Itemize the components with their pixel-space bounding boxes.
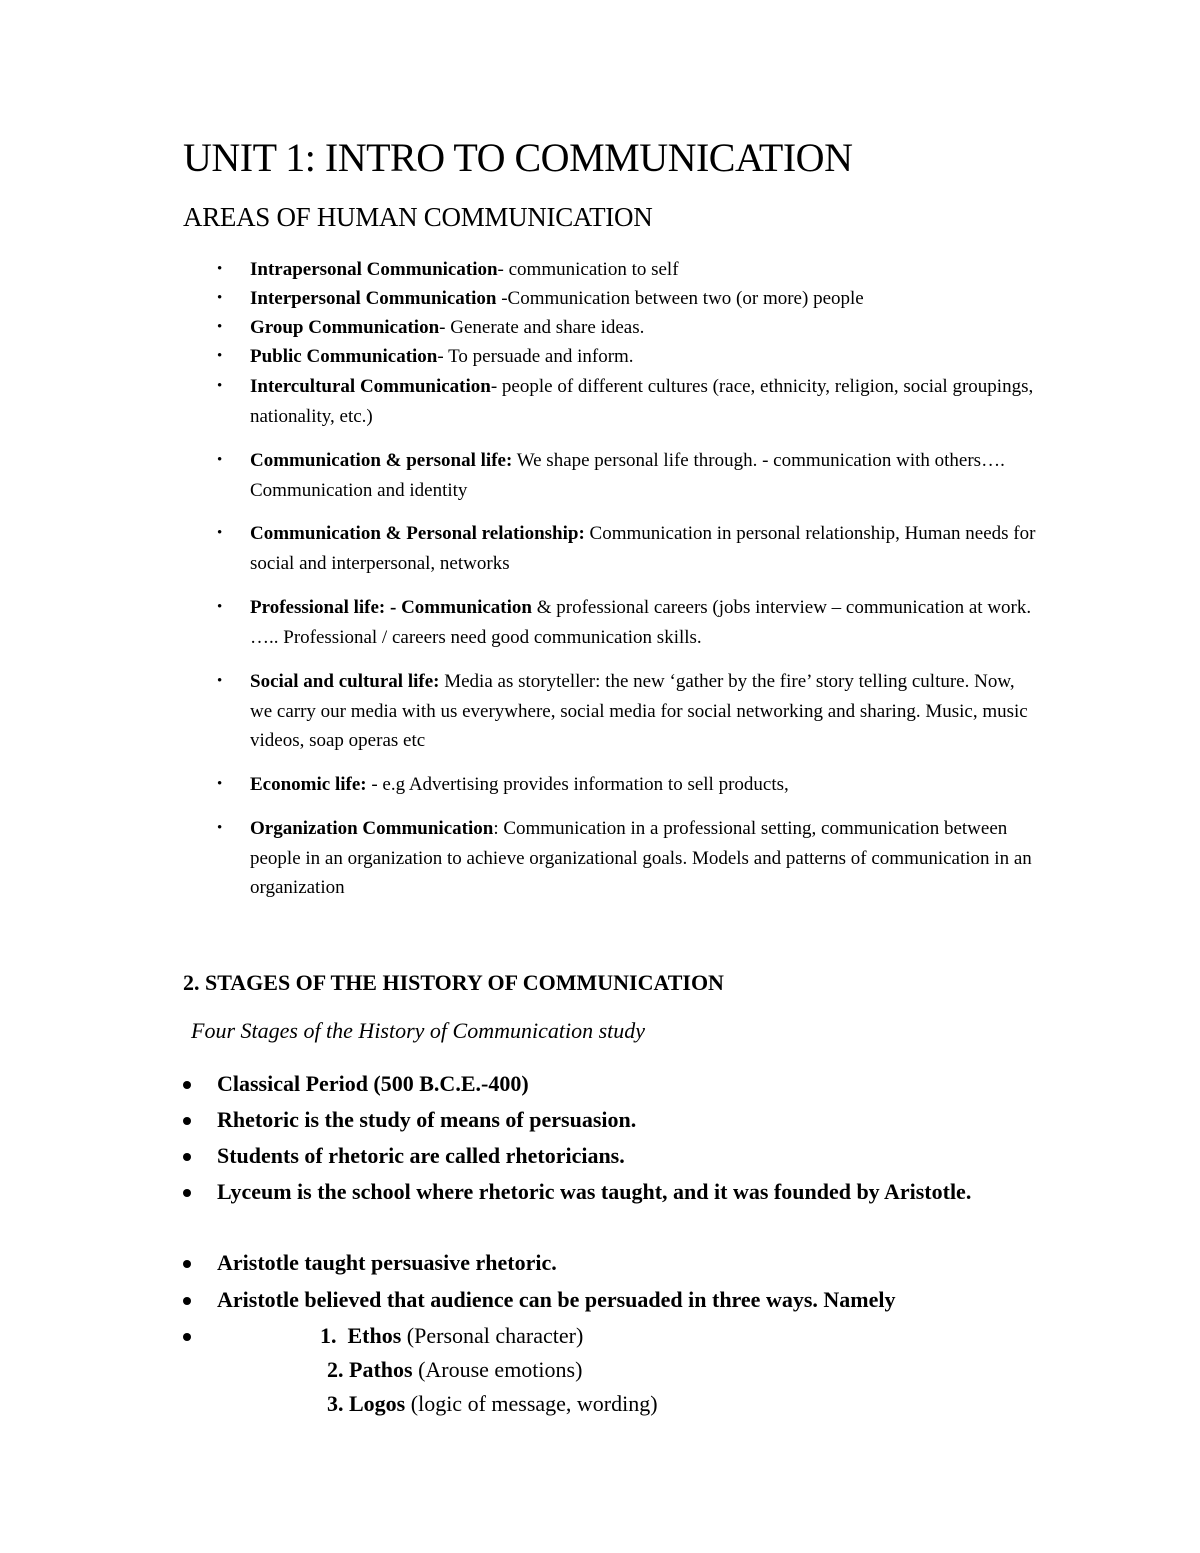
list-item: Students of rhetoric are called rhetoricians. [217, 1139, 1017, 1173]
area-term: Public Communication [250, 346, 438, 367]
bullet-icon: • [217, 348, 223, 364]
list-item: Aristotle believed that audience can be persuaded in three ways. Namely [217, 1283, 1017, 1317]
list-item [217, 814, 1040, 903]
area-term: Interpersonal Communication [250, 288, 497, 309]
bullet-icon: • [217, 261, 223, 277]
area-term: Organization Communication [250, 818, 494, 839]
page-title: UNIT 1: INTRO TO COMMUNICATION [183, 135, 853, 180]
list-item: Classical Period (500 B.C.E.-400) [217, 1067, 1017, 1101]
bullet-icon: • [217, 820, 223, 836]
list-item [217, 284, 1040, 314]
bullet-icon: • [217, 452, 223, 468]
area-text: We shape personal life through. - communication with others…. Communication and identity [250, 450, 1005, 501]
bullet-icon: • [217, 776, 223, 792]
bullet-icon [183, 1117, 191, 1125]
bullet-icon [183, 1297, 191, 1305]
area-term: Economic life: [250, 774, 367, 795]
area-term: Social and cultural life: [250, 671, 440, 692]
list-item [217, 342, 1040, 372]
bullet-icon [183, 1189, 191, 1197]
bullet-icon [183, 1260, 191, 1268]
appeal-pathos: 2. Pathos (Arouse emotions) [327, 1357, 583, 1382]
list-item [217, 255, 1040, 285]
bullet-icon [183, 1153, 191, 1161]
list-item [217, 667, 1040, 756]
area-term: Professional life: - Communication [250, 597, 532, 618]
area-term: Intercultural Communication [250, 376, 491, 397]
list-item [217, 372, 1040, 431]
area-text: - e.g Advertising provides information to sell products, [366, 774, 789, 795]
list-item: Lyceum is the school where rhetoric was taught, and it was founded by Aristotle. [217, 1175, 1017, 1209]
section-heading-history: 2. STAGES OF THE HISTORY OF COMMUNICATION [183, 970, 724, 995]
area-text: - To persuade and inform. [437, 346, 634, 367]
bullet-icon: • [217, 599, 223, 615]
list-item [217, 770, 1040, 800]
area-text: - communication to self [497, 259, 679, 280]
area-term: Communication & personal life: [250, 450, 513, 471]
area-text: - people of different cultures (race, ethnicity, religion, social groupings, nationality, etc.) [250, 376, 1034, 427]
area-text: & professional careers (jobs interview – communication at work. ….. Professional / careers need good communication skills. [250, 597, 1032, 648]
list-item: Rhetoric is the study of means of persuasion. [217, 1103, 1017, 1137]
list-item [217, 519, 1040, 578]
area-text: Communication in personal relationship, Human needs for social and interpersonal, networks [250, 523, 1036, 574]
bullet-icon: • [217, 673, 223, 689]
list-item [217, 593, 1040, 652]
list-item [217, 313, 1040, 343]
area-term: Intrapersonal Communication [250, 259, 498, 280]
bullet-icon: • [217, 525, 223, 541]
area-text: : Communication in a professional setting, communication between people in an organization to achieve organizational goals. Models and patterns of communication in an organization [250, 818, 1032, 898]
section-heading-areas: AREAS OF HUMAN COMMUNICATION [183, 202, 653, 232]
area-term: Communication & Personal relationship: [250, 523, 585, 544]
bullet-icon: • [217, 319, 223, 335]
area-text: -Communication between two (or more) people [496, 288, 864, 309]
area-text: Media as storyteller: the new ‘gather by the fire’ story telling culture. Now, we carry our media with us everywhere, social media for social networking and sharing. Music, music videos, soap operas etc [250, 671, 1028, 751]
section-intro: Four Stages of the History of Communication study [191, 1018, 646, 1043]
appeal-logos: 3. Logos (logic of message, wording) [327, 1391, 658, 1416]
list-item [217, 446, 1040, 505]
bullet-icon: • [217, 378, 223, 394]
list-item: Aristotle taught persuasive rhetoric. [217, 1246, 1017, 1280]
bullet-icon [183, 1333, 191, 1341]
area-term: Group Communication [250, 317, 440, 338]
bullet-icon [183, 1081, 191, 1089]
bullet-icon: • [217, 290, 223, 306]
appeal-ethos: 1. Ethos (Personal character) [320, 1323, 584, 1348]
area-text: - Generate and share ideas. [439, 317, 645, 338]
